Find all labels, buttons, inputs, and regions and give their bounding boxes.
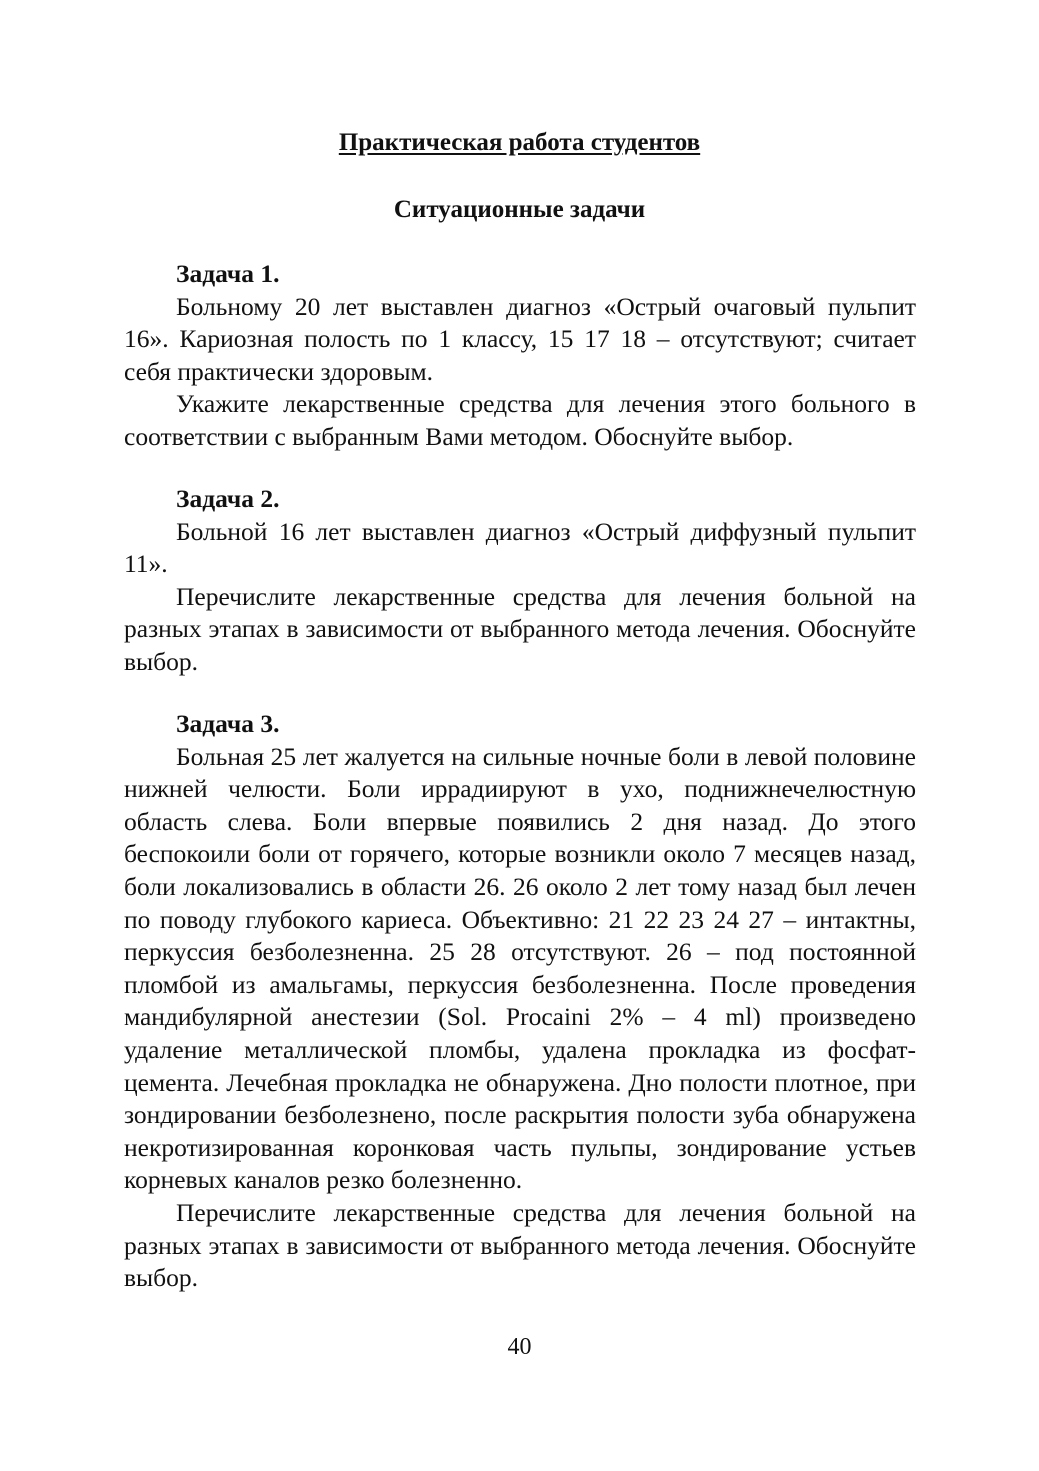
task-paragraph: Больной 16 лет выставлен диагноз «Острый диффузный пульпит 11». — [124, 516, 916, 579]
page-title: Практическая работа студентов — [338, 129, 701, 156]
task-paragraph: Перечислите лекарственные средства для лечения больной на разных этапах в зависимости от выбранного метода лечения. Обоснуйте выбор. — [124, 581, 916, 676]
task-1 — [124, 258, 916, 454]
task-paragraph: Укажите лекарственные средства для лечения этого больного в соответствии с выбранным Вами методом. Обоснуйте выбор. — [124, 389, 916, 451]
page-subtitle: Ситуационные задачи — [393, 196, 646, 223]
task-paragraph: Больному 20 лет выставлен диагноз «Острый очаговый пульпит 16». Кариозная полость по 1 классу, 15 17 18 – отсутствуют; считает себя практически здоровым. — [124, 291, 916, 386]
page-number: 40 — [507, 1334, 532, 1360]
task-heading: Задача 2. — [176, 484, 280, 513]
task-heading: Задача 3. — [176, 709, 280, 738]
task-2 — [124, 483, 916, 679]
task-paragraph: Перечислите лекарственные средства для лечения больной на разных этапах в зависимости от выбранного метода лечения. Обоснуйте выбор. — [124, 1197, 916, 1293]
task-paragraph: Больная 25 лет жалуется на сильные ночные боли в левой половине нижней челюсти. Боли иррадиируют в ухо, поднижнечелюстную область слева. Боли впервые появились 2 дня назад. До этого беспокоили боли от горячего, которые возникли около 7 месяцев назад, боли локализовались в области 26. 26 около 2 лет тому назад был лечен по поводу глубокого кариеса. Объективно: 21 22 23 24 27 – интактны, перкуссия безболезненна. 25 28 отсутствуют. 26 – под постоянной пломбой из амальгамы, перкуссия безболезненна. После проведения мандибулярной анестезии (Sol. Procaini 2% – 4 ml) произведено удаление металлической пломбы, удалена прокладка из фосфат-цемента. Лечебная прокладка не обнаружена. Дно полости плотное, при зондировании безболезнено, после раскрытия полости зуба обнаружена некротизированная коронковая часть пульпы, зондирование устьев корневых каналов резко болезненно. — [124, 741, 916, 1195]
task-3 — [124, 708, 916, 1295]
task-heading: Задача 1. — [176, 259, 280, 288]
